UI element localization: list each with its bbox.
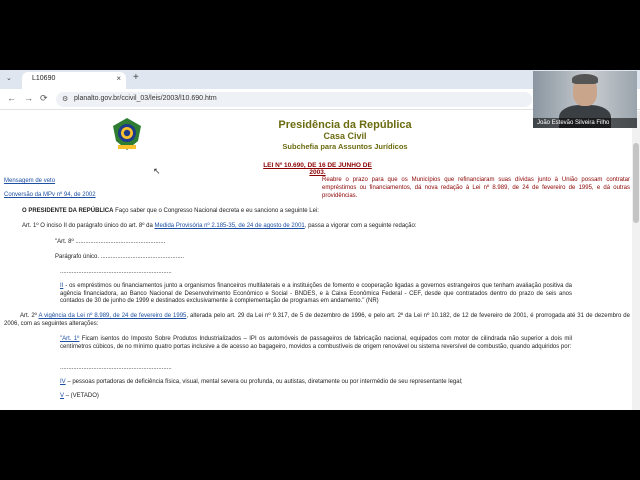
presenter-hair: [572, 74, 598, 84]
inciso-v: [60, 393, 99, 401]
mouse-cursor-icon: ↖: [153, 166, 161, 176]
article-2: [4, 313, 630, 328]
law-title[interactable]: LEI Nº 10.690, DE 16 DE JUNHO DE 2003.: [263, 162, 372, 176]
inciso-ii: [60, 283, 572, 306]
inciso-v-text: – (VETADO): [64, 393, 99, 399]
tab-title: L10690: [32, 75, 56, 82]
inciso-iv-text: – pessoas portadoras de deficiência física, visual, mental severa ou profunda, ou autistas, diretamente ou por intermédio de seu representante legal;: [65, 379, 463, 385]
inciso-iv-link[interactable]: IV: [60, 379, 66, 385]
inciso-ii-link[interactable]: II: [60, 283, 64, 289]
article-2-end: , alterada pelo art. 29 da Lei nº 9.317, de 5 de dezembro de 1996, e pelo art. 2º da Lei nº 10.182, de 12 de fevereiro de 2001, é prorrogada até 31 de dezembro de 2006, com as seguintes alterações:: [4, 313, 630, 327]
inciso-v-link[interactable]: V: [60, 393, 65, 399]
ellipsis-line: ...................................................................: [60, 365, 172, 371]
article-1-end: , passa a vigorar com a seguinte redação:: [304, 223, 417, 229]
new-article-1-text: Ficam isentos do Imposto Sobre Produtos Industrializados – IPI os automóveis de passageiros de fabricação nacional, equipados com motor de cilindrada não superior a dois mil centímetros cúbicos, de no mínimo quatro portas inclusive a de acesso ao bagageiro, movidos a combustíveis de origem renovável ou sistema reversível de combustão, quando adquiridos por:: [60, 336, 572, 350]
mp-2185-link[interactable]: Medida Provisória nº 2.185-35, de 24 de agosto de 2001: [154, 223, 305, 229]
page-subsubtitle: Subchefia para Assuntos Jurídicos: [282, 142, 408, 151]
article-8-quote: "Art. 8º ......................................................: [55, 239, 166, 245]
back-icon[interactable]: ←: [7, 93, 16, 103]
inciso-ii-text: - os empréstimos ou financiamentos junto a organismos financeiros multilaterais e a instituições de fomento e cooperação ligadas a governos estrangeiros que tenham avaliação positiva da agência financiadora, ao Banco Nacional de Desenvolvimento Econômico e Social - BNDES, e à Caixa Econômica Federal - CEF, desde que contratados dentro do prazo de seis anos contados de 30 de junho de 1999 e destinados exclusivamente à complementação de programas em andamento." (NR): [60, 283, 572, 304]
article-1-start: Art. 1º O inciso II do parágrafo único do art. 8º da: [22, 223, 155, 229]
new-article-1-link[interactable]: "Art. 1º: [60, 336, 80, 342]
presenter-name: João Estevão Silveira Filho: [533, 118, 637, 128]
preamble: [22, 208, 319, 216]
preamble-bold: O PRESIDENTE DA REPÚBLICA: [22, 208, 114, 214]
page-content: [0, 111, 632, 410]
ellipsis-line: ...................................................................: [60, 269, 172, 275]
veto-message-link[interactable]: Mensagem de veto: [4, 178, 56, 184]
law-8989-link[interactable]: A vigência da Lei nº 8.989, de 24 de fevereiro de 1995: [38, 313, 187, 319]
article-2-start: Art. 2º: [20, 313, 39, 319]
tab-search-button[interactable]: ⌄: [6, 75, 12, 82]
page-title: Presidência da República: [278, 119, 412, 131]
article-1: [22, 223, 622, 231]
tab-close-icon[interactable]: ×: [116, 74, 121, 83]
law-summary: Reabre o prazo para que os Municípios que refinanciaram suas dívidas junto à União possam contratar empréstimos ou financiamentos, dá nova redação à Lei nº 8.989, de 24 de fevereiro de 1995, e dá outras providências.: [322, 177, 630, 199]
paragraph-quote: Parágrafo único. ..................................................: [55, 254, 185, 260]
new-article-1: [60, 336, 572, 351]
new-tab-button[interactable]: +: [133, 72, 139, 83]
preamble-text: Faço saber que o Congresso Nacional decreta e eu sanciono a seguinte Lei:: [113, 208, 319, 214]
webcam-overlay: [533, 71, 637, 128]
scrollbar-thumb[interactable]: [633, 143, 639, 223]
forward-icon[interactable]: →: [24, 93, 33, 103]
inciso-iv: [60, 379, 580, 387]
coat-of-arms-icon: [112, 117, 142, 151]
tab-l10690[interactable]: [22, 72, 126, 89]
conversion-link[interactable]: Conversão da MPv nº 94, de 2002: [4, 192, 96, 198]
page-subtitle: Casa Civil: [323, 131, 367, 141]
page-scrollbar[interactable]: [632, 111, 640, 410]
url-text[interactable]: planalto.gov.br/ccivil_03/leis/2003/l10.690.htm: [74, 95, 217, 102]
address-bar[interactable]: [56, 92, 532, 107]
site-info-icon[interactable]: ⚙: [62, 96, 69, 103]
reload-icon[interactable]: ⟳: [40, 93, 48, 103]
